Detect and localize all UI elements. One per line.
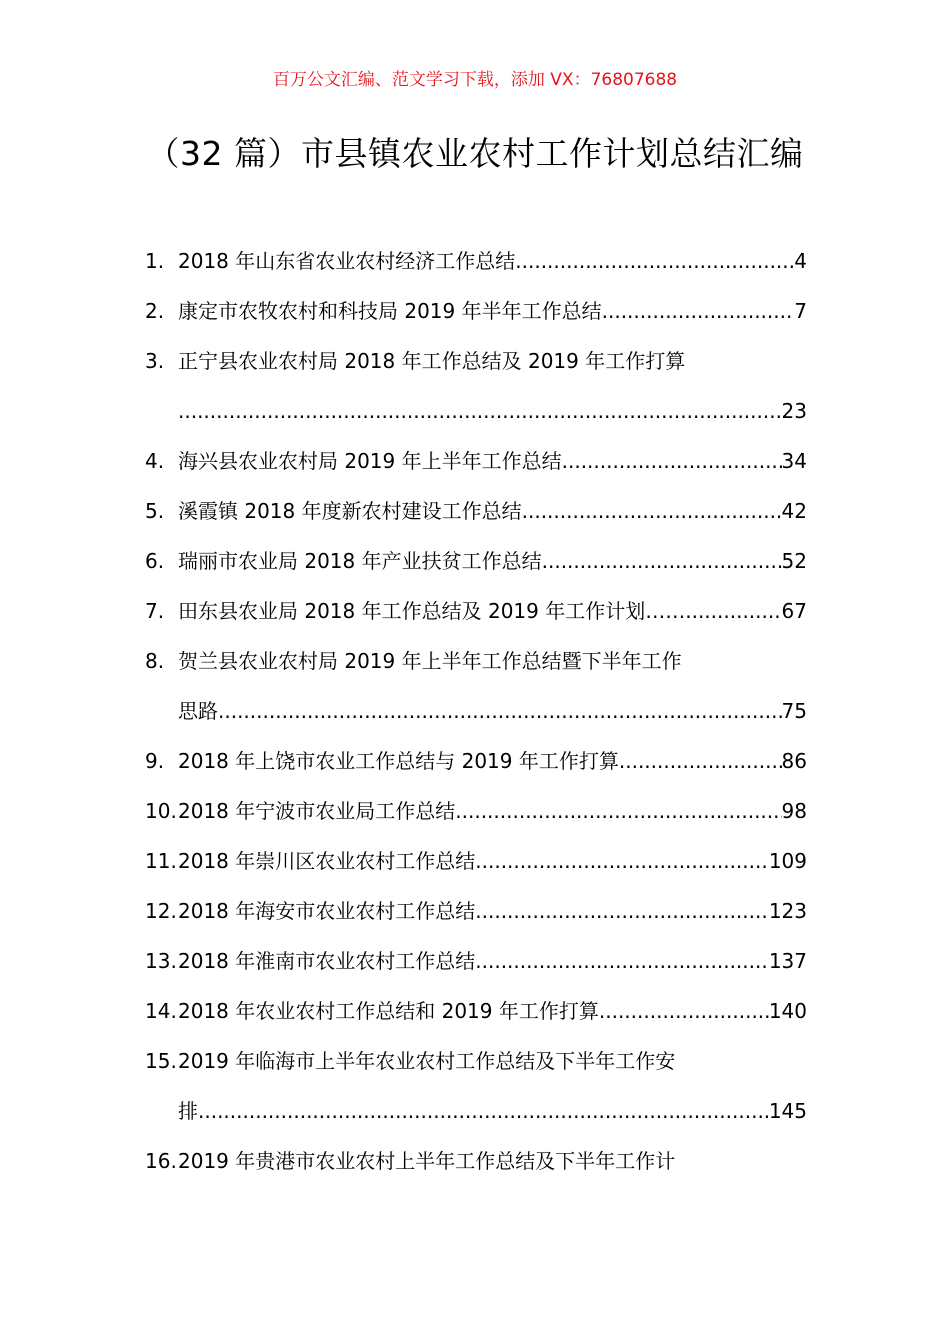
toc-entry-title: 2018 年崇川区农业农村工作总结 xyxy=(178,849,476,873)
toc-page-number: 34 xyxy=(781,449,807,473)
toc-entry-line xyxy=(145,1036,807,1086)
toc-entry[interactable] xyxy=(145,436,807,486)
toc-entry-line xyxy=(145,286,807,336)
toc-entry-number: 10. xyxy=(145,799,177,823)
document-title: （32 篇）市县镇农业农村工作计划总结汇编 xyxy=(146,134,804,173)
toc-entry-title: 思路 xyxy=(178,699,218,723)
toc-entry[interactable] xyxy=(145,736,807,786)
toc-page-number: 140 xyxy=(768,999,807,1023)
toc-page-number: 4 xyxy=(794,249,807,273)
toc-dot-leader xyxy=(522,486,782,536)
toc-entry[interactable] xyxy=(145,836,807,886)
watermark-header: 百万公文汇编、范文学习下载，添加 VX：76807688 xyxy=(272,70,678,90)
toc-dot-leader xyxy=(542,536,782,586)
toc-entry-line xyxy=(145,1086,807,1136)
toc-dot-leader xyxy=(475,836,769,886)
toc-entry-title: 2018 年宁波市农业局工作总结 xyxy=(178,799,456,823)
toc-entry[interactable] xyxy=(145,236,807,286)
toc-entry[interactable] xyxy=(145,886,807,936)
toc-entry-title: 2019 年贵港市农业农村上半年工作总结及下半年工作计 xyxy=(178,1149,676,1173)
toc-entry-number: 16. xyxy=(145,1149,177,1173)
toc-entry-number: 5. xyxy=(145,499,165,523)
toc-dot-leader xyxy=(178,386,782,436)
toc-entry[interactable] xyxy=(145,286,807,336)
toc-entry-number: 8. xyxy=(145,649,165,673)
toc-entry[interactable] xyxy=(145,936,807,986)
toc-dot-leader xyxy=(562,436,782,486)
toc-dot-leader xyxy=(218,686,782,736)
toc-entry-line xyxy=(145,736,807,786)
toc-entry-number: 1. xyxy=(145,249,165,273)
toc-entry[interactable] xyxy=(145,1036,807,1136)
toc-entry-title: 溪霞镇 2018 年度新农村建设工作总结 xyxy=(178,499,522,523)
toc-page-number: 67 xyxy=(781,599,807,623)
toc-entry-title: 田东县农业局 2018 年工作总结及 2019 年工作计划…… xyxy=(178,599,686,623)
toc-entry[interactable] xyxy=(145,1136,807,1186)
toc-entry-line xyxy=(145,936,807,986)
toc-page-number: 98 xyxy=(781,799,807,823)
toc-entry-title: 2018 年上饶市农业工作总结与 2019 年工作打算 xyxy=(178,749,619,773)
toc-entry-title: 正宁县农业农村局 2018 年工作总结及 2019 年工作打算 xyxy=(178,349,686,373)
toc-entry-line xyxy=(145,536,807,586)
toc-dot-leader xyxy=(685,586,781,636)
toc-dot-leader xyxy=(455,786,781,836)
toc-entry-number: 9. xyxy=(145,749,165,773)
toc-entry-title: 2018 年山东省农业农村经济工作总结 xyxy=(178,249,516,273)
toc-entry-number: 11. xyxy=(145,849,177,873)
toc-page-number: 52 xyxy=(781,549,807,573)
toc-entry-title: 瑞丽市农业局 2018 年产业扶贫工作总结 xyxy=(178,549,542,573)
toc-entry-number: 7. xyxy=(145,599,165,623)
toc-dot-leader xyxy=(198,1086,769,1136)
toc-dot-leader xyxy=(515,236,794,286)
toc-entry-line xyxy=(145,886,807,936)
toc-page-number: 75 xyxy=(781,699,807,723)
toc-page-number: 86 xyxy=(781,749,807,773)
toc-entry[interactable] xyxy=(145,786,807,836)
toc-entry-title: 康定市农牧农村和科技局 2019 年半年工作总结 xyxy=(178,299,602,323)
toc-entry-line xyxy=(145,436,807,486)
toc-dot-leader xyxy=(602,286,795,336)
toc-entry-line xyxy=(145,786,807,836)
toc-entry[interactable] xyxy=(145,586,807,636)
toc-page-number: 137 xyxy=(768,949,807,973)
toc-dot-leader xyxy=(475,886,769,936)
toc-entry[interactable] xyxy=(145,636,807,736)
toc-entry-title: 2019 年临海市上半年农业农村工作总结及下半年工作安 xyxy=(178,1049,676,1073)
toc-dot-leader xyxy=(599,986,769,1036)
toc-entry-title: 排 xyxy=(178,1099,198,1123)
toc-entry-line xyxy=(145,586,807,636)
toc-page-number: 42 xyxy=(781,499,807,523)
toc-entry-title: 2018 年海安市农业农村工作总结 xyxy=(178,899,476,923)
toc-page-number: 23 xyxy=(781,399,807,423)
toc-entry-number: 3. xyxy=(145,349,165,373)
toc-entry[interactable] xyxy=(145,536,807,586)
toc-entry-number: 14. xyxy=(145,999,177,1023)
toc-entry[interactable] xyxy=(145,486,807,536)
toc-entry[interactable] xyxy=(145,336,807,436)
toc-entry-line xyxy=(145,686,807,736)
toc-page-number: 7 xyxy=(794,299,807,323)
toc-entry-title: 贺兰县农业农村局 2019 年上半年工作总结暨下半年工作 xyxy=(178,649,682,673)
toc-entry-number: 13. xyxy=(145,949,177,973)
toc-entry-line xyxy=(145,336,807,386)
toc-entry-line xyxy=(145,236,807,286)
toc-entry-line xyxy=(145,1136,807,1186)
toc-page-number: 109 xyxy=(768,849,807,873)
toc-entry-number: 4. xyxy=(145,449,165,473)
toc-entry-number: 6. xyxy=(145,549,165,573)
toc-entry-line xyxy=(145,386,807,436)
toc-entry[interactable] xyxy=(145,986,807,1036)
toc-page-number: 123 xyxy=(768,899,807,923)
toc-entry-number: 15. xyxy=(145,1049,177,1073)
toc-dot-leader xyxy=(619,736,782,786)
toc-dot-leader xyxy=(475,936,769,986)
toc-entry-line xyxy=(145,636,807,686)
toc-entry-line xyxy=(145,986,807,1036)
table-of-contents xyxy=(145,236,807,1186)
toc-entry-line xyxy=(145,836,807,886)
toc-entry-title: 2018 年农业农村工作总结和 2019 年工作打算 xyxy=(178,999,599,1023)
toc-entry-line xyxy=(145,486,807,536)
toc-page-number: 145 xyxy=(768,1099,807,1123)
toc-entry-number: 2. xyxy=(145,299,165,323)
toc-entry-title: 海兴县农业农村局 2019 年上半年工作总结 xyxy=(178,449,562,473)
toc-entry-title: 2018 年淮南市农业农村工作总结 xyxy=(178,949,476,973)
toc-entry-number: 12. xyxy=(145,899,177,923)
